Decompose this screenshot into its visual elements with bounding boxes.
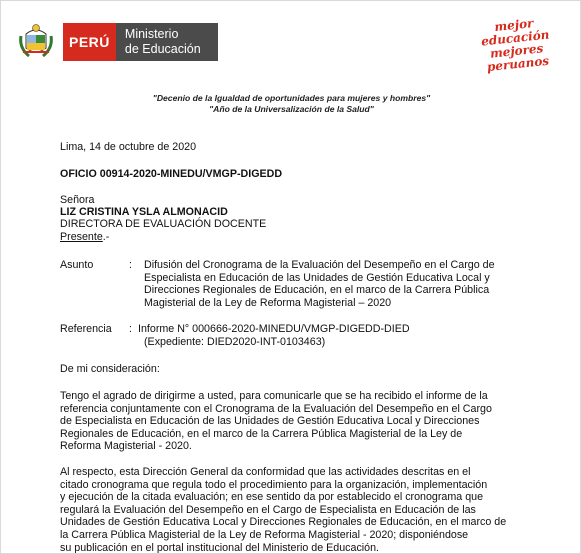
referencia-line-2: (Expediente: DIED2020-INT-0103463)	[144, 336, 326, 348]
paragraph-line: referencia conjuntamente con el Cronograma de la Evaluación del Desempeño en el Cargo	[60, 402, 492, 415]
asunto-line: Magisterial de la Ley de Reforma Magisterial – 2020	[144, 296, 392, 309]
ministry-line-2: de Educación	[124, 42, 201, 56]
paragraph-line: la Carrera Pública Magisterial de la Ley de Reforma Magisterial - 2020; disponiéndose	[60, 528, 469, 541]
referencia-colon: :	[129, 323, 132, 335]
ministry-line-1: Ministerio	[124, 27, 179, 41]
paragraph-line: Reforma Magisterial - 2020.	[60, 440, 192, 453]
decenio-line-2: "Año de la Universalización de la Salud"	[209, 103, 374, 114]
asunto-line: Direcciones Regionales de Educación, en el marco de la Carrera Pública	[144, 284, 490, 297]
decenio-line-1: "Decenio de la Igualdad de oportunidades para mujeres y hombres"	[152, 93, 431, 103]
slogan-logo: mejor educación mejores peruanos	[480, 16, 551, 75]
asunto-line: Especialista en Educación de las Unidades de Gestión Educativa Local y	[144, 271, 490, 284]
recipient-name: LIZ CRISTINA YSLA ALMONACID	[60, 206, 228, 218]
paragraph-line: Al respecto, esta Dirección General da conformidad que las actividades descritas en el	[60, 466, 471, 478]
ministry-badge	[116, 23, 218, 61]
decenio-block	[1, 93, 581, 114]
referencia-line-1: Informe N° 000666-2020-MINEDU/VMGP-DIGEDD-DIED	[138, 323, 410, 335]
paragraph-1	[60, 390, 564, 453]
paragraph-line: y ejecución de la citada evaluación; en ese sentido da por establecido el cronograma que	[60, 491, 484, 504]
oficio-number: OFICIO 00914-2020-MINEDU/VMGP-DIGEDD	[60, 168, 283, 180]
referencia-label: Referencia	[60, 323, 112, 335]
paragraph-line: Tengo el agrado de dirigirme a usted, para comunicarle que se ha recibido el informe de la	[60, 390, 488, 402]
paragraph-line: citado cronograma que regula todo el procedimiento para la organización, implementación	[60, 478, 488, 491]
recipient-title: DIRECTORA DE EVALUACIÓN DOCENTE	[60, 218, 267, 230]
asunto-label: Asunto	[60, 259, 94, 271]
peru-coat-of-arms-icon	[19, 22, 53, 62]
asunto-text	[144, 259, 564, 309]
ministry-header	[19, 19, 218, 65]
place-date: Lima, 14 de octubre de 2020	[60, 141, 197, 153]
paragraph-line: regulará la Evaluación del Desempeño en el Cargo de Especialista en Educación de las	[60, 503, 476, 516]
peru-badge: PERÚ	[63, 23, 116, 61]
paragraph-line: Unidades de Gestión Educativa Local y Direcciones Regionales de Educación, en el marco de	[60, 516, 507, 529]
presente-text: Presente	[60, 231, 103, 243]
paragraph-2	[60, 466, 564, 554]
paragraph-line: Regionales de Educación, en el marco de la Carrera Pública Magisterial de la Ley de	[60, 427, 463, 440]
paragraph-line: de Especialista en Educación de las Unidades de Gestión Educativa Local y Direcciones	[60, 415, 480, 428]
presente-suffix: .-	[102, 231, 110, 243]
paragraph-line: su publicación en el portal institucional del Ministerio de Educación.	[60, 541, 380, 554]
asunto-line: Difusión del Cronograma de la Evaluación del Desempeño en el Cargo de	[144, 259, 495, 271]
greeting: De mi consideración:	[60, 363, 160, 375]
asunto-colon: :	[129, 259, 132, 271]
presente-line	[60, 231, 109, 244]
salutation: Señora	[60, 194, 95, 206]
